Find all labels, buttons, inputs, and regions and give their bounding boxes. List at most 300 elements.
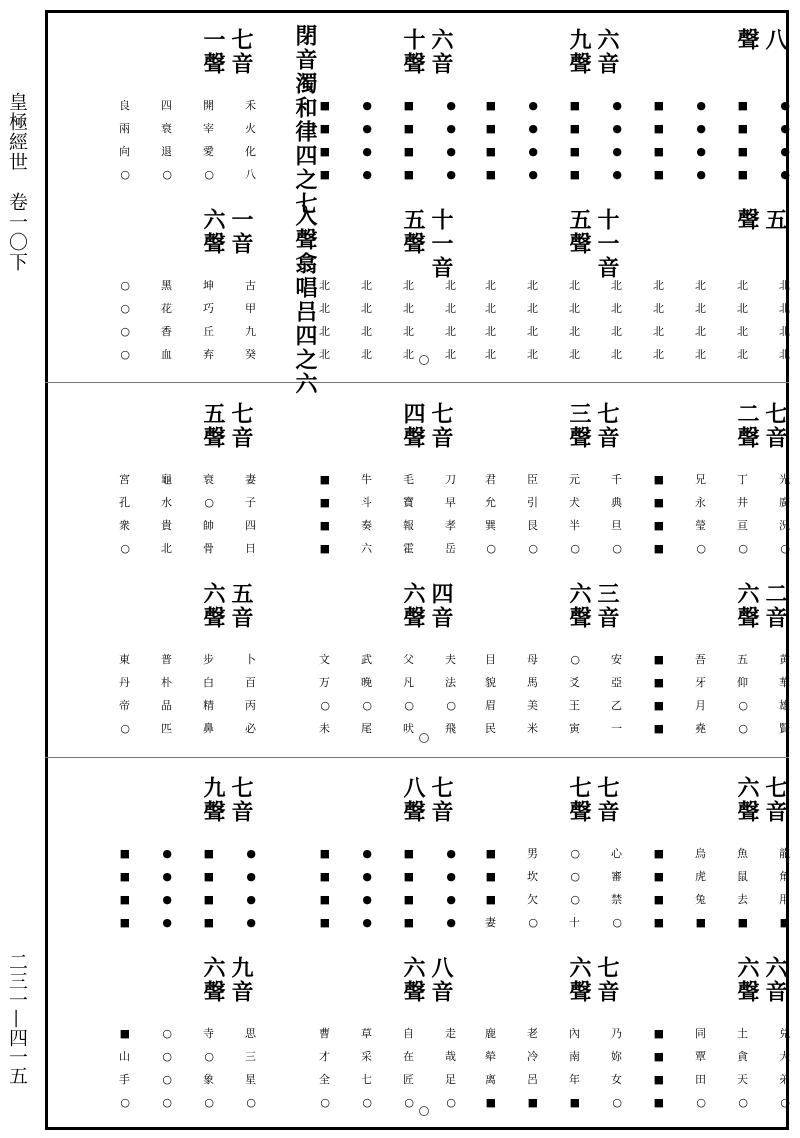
char-cell: ○: [738, 1096, 748, 1109]
char-cell: 良: [119, 99, 130, 112]
char-cell: 馬: [527, 676, 538, 689]
heading-column: 六聲: [734, 776, 760, 824]
char-cell: 井: [737, 496, 748, 509]
heading-column: 六音: [762, 956, 788, 1004]
char-cell: 牛: [361, 473, 372, 486]
char-column: [378, 472, 414, 557]
char-cell: ○: [780, 542, 790, 555]
char-cell: 古: [245, 279, 256, 292]
char-cell: 欠: [527, 893, 538, 906]
rhyme-panel: [292, 204, 460, 382]
char-cell: 未: [319, 722, 330, 735]
char-cell: 五: [737, 653, 748, 666]
char-cell: 骨: [203, 542, 214, 555]
char-column: [460, 472, 496, 557]
char-cell: ■: [485, 847, 496, 860]
panel-heading: [200, 208, 254, 256]
char-cell: 北: [319, 302, 330, 315]
char-cell: 父: [403, 653, 414, 666]
rhyme-panel: [292, 578, 460, 756]
char-grid: [94, 472, 256, 557]
heading-column: 六聲: [200, 582, 226, 630]
panel-heading: [400, 776, 454, 824]
char-grid: [628, 652, 790, 737]
char-cell: ■: [319, 870, 330, 883]
char-column: [378, 846, 414, 931]
panel-heading: [734, 776, 788, 824]
char-cell: ○: [696, 1096, 706, 1109]
char-column: [336, 1026, 372, 1111]
char-cell: ●: [780, 145, 790, 158]
char-cell: 報: [403, 519, 414, 532]
char-column: [294, 278, 330, 363]
heading-column: 八音: [428, 956, 454, 1004]
char-cell: 足: [445, 1073, 456, 1086]
char-grid: [460, 472, 622, 557]
heading-column: 六聲: [200, 208, 226, 256]
caption-line: 入聲翕唱吕四之六: [292, 204, 318, 396]
char-cell: ●: [246, 916, 256, 929]
char-cell: 牙: [695, 676, 706, 689]
char-cell: ●: [162, 870, 172, 883]
char-cell: 民: [485, 722, 496, 735]
heading-column: 六聲: [734, 582, 760, 630]
char-column: [220, 472, 256, 557]
char-cell: ■: [737, 99, 748, 112]
char-cell: ●: [612, 168, 622, 181]
char-grid: [294, 472, 456, 557]
char-cell: 香: [161, 325, 172, 338]
char-column: [136, 652, 172, 737]
char-cell: ●: [780, 99, 790, 112]
heading-column: 一聲: [200, 28, 226, 76]
char-cell: ■: [319, 847, 330, 860]
char-column: [670, 472, 706, 557]
char-cell: ■: [319, 916, 330, 929]
heading-column: 三音: [594, 582, 620, 630]
char-cell: 北: [611, 302, 622, 315]
char-cell: 禾: [245, 99, 256, 112]
char-column: [94, 846, 130, 931]
char-cell: ○: [612, 916, 622, 929]
char-cell: ■: [653, 496, 664, 509]
char-cell: 北: [319, 279, 330, 292]
char-cell: 賢: [779, 722, 790, 735]
char-cell: 黄: [779, 653, 790, 666]
char-cell: 水: [161, 496, 172, 509]
panel-heading: [734, 402, 788, 450]
char-cell: 万: [319, 676, 330, 689]
char-column: [420, 278, 456, 363]
char-grid: [628, 472, 790, 557]
panel-heading: [200, 776, 254, 824]
char-cell: ■: [403, 99, 414, 112]
char-cell: 普: [161, 653, 172, 666]
char-cell: 四: [161, 99, 172, 112]
char-column: [178, 846, 214, 931]
char-column: [420, 472, 456, 557]
char-column: [460, 278, 496, 363]
char-cell: 貴: [161, 519, 172, 532]
char-cell: 孝: [445, 519, 456, 532]
char-cell: 离: [485, 1073, 496, 1086]
char-grid: [628, 1026, 790, 1111]
char-cell: ■: [653, 1096, 664, 1109]
char-cell: ○: [162, 168, 172, 181]
char-cell: 北: [403, 302, 414, 315]
char-cell: 宮: [119, 473, 130, 486]
heading-column: 六聲: [734, 956, 760, 1004]
char-column: [136, 472, 172, 557]
char-column: [754, 472, 790, 557]
char-cell: ○: [120, 1096, 130, 1109]
char-column: [378, 98, 414, 183]
char-cell: 兔: [695, 893, 706, 906]
char-cell: 化: [245, 145, 256, 158]
heading-column: 聲: [734, 208, 760, 232]
char-cell: 典: [611, 496, 622, 509]
char-cell: ■: [569, 122, 580, 135]
char-cell: ●: [246, 847, 256, 860]
char-cell: ○: [738, 699, 748, 712]
char-cell: ●: [362, 145, 372, 158]
char-cell: 魚: [737, 847, 748, 860]
char-cell: ○: [120, 325, 130, 338]
char-cell: ■: [319, 122, 330, 135]
char-cell: 武: [361, 653, 372, 666]
char-column: [420, 652, 456, 737]
char-cell: 奏: [361, 519, 372, 532]
char-cell: 北: [737, 325, 748, 338]
char-cell: ■: [653, 916, 664, 929]
char-cell: ■: [485, 870, 496, 883]
char-cell: 衆: [119, 519, 130, 532]
char-cell: ■: [569, 168, 580, 181]
char-cell: 犬: [569, 496, 580, 509]
char-column: [502, 98, 538, 183]
heading-column: 八: [762, 28, 788, 52]
char-cell: 早: [445, 496, 456, 509]
char-cell: ○: [612, 542, 622, 555]
char-cell: 犖: [485, 1050, 496, 1063]
char-column: [586, 472, 622, 557]
char-cell: 血: [161, 348, 172, 361]
char-cell: ■: [653, 653, 664, 666]
char-column: [502, 846, 538, 931]
char-column: [178, 1026, 214, 1111]
heading-column: 八聲: [400, 776, 426, 824]
char-column: [420, 1026, 456, 1111]
char-grid: [94, 278, 256, 363]
char-column: [378, 278, 414, 363]
char-cell: 大: [779, 1050, 790, 1063]
char-column: [94, 472, 130, 557]
char-column: [294, 98, 330, 183]
char-cell: 北: [569, 279, 580, 292]
char-cell: 米: [527, 722, 538, 735]
panel-heading: [400, 28, 454, 76]
char-cell: ■: [403, 847, 414, 860]
char-cell: 龍: [779, 847, 790, 860]
heading-column: 五: [762, 208, 788, 232]
heading-column: 六聲: [566, 956, 592, 1004]
char-cell: 北: [319, 348, 330, 361]
char-cell: 丙: [245, 699, 256, 712]
char-cell: ■: [203, 893, 214, 906]
panel-heading: [566, 208, 620, 280]
char-cell: 冷: [527, 1050, 538, 1063]
char-cell: ■: [653, 847, 664, 860]
rhyme-panel: [92, 578, 260, 756]
char-grid: [628, 278, 790, 363]
char-grid: [460, 846, 622, 931]
char-cell: 走: [445, 1027, 456, 1040]
circle-mark: [419, 355, 429, 365]
char-cell: 衰: [203, 473, 214, 486]
char-cell: 虎: [695, 870, 706, 883]
char-column: [670, 98, 706, 183]
char-cell: ●: [612, 99, 622, 112]
char-cell: ■: [653, 122, 664, 135]
char-cell: 鹿: [485, 1027, 496, 1040]
char-column: [460, 98, 496, 183]
char-cell: ○: [612, 1096, 622, 1109]
char-cell: 孔: [119, 496, 130, 509]
rhyme-panel: [92, 952, 260, 1130]
char-cell: 十: [569, 916, 580, 929]
rhyme-panel: [292, 772, 460, 950]
char-cell: 亘: [737, 519, 748, 532]
char-cell: ○: [486, 542, 496, 555]
char-cell: 弃: [203, 348, 214, 361]
char-column: [670, 846, 706, 931]
char-cell: ●: [446, 145, 456, 158]
char-cell: 北: [695, 348, 706, 361]
char-cell: 帥: [203, 519, 214, 532]
char-cell: ■: [737, 916, 748, 929]
char-grid: [460, 1026, 622, 1111]
char-cell: 北: [779, 279, 790, 292]
heading-column: 七音: [228, 28, 254, 76]
char-column: [460, 1026, 496, 1111]
char-grid: [460, 278, 622, 363]
char-cell: 況: [779, 519, 790, 532]
char-cell: 北: [485, 302, 496, 315]
char-cell: 安: [611, 653, 622, 666]
char-cell: 刀: [445, 473, 456, 486]
char-cell: 三: [245, 1050, 256, 1063]
char-column: [336, 278, 372, 363]
panel-heading: [400, 582, 454, 630]
char-cell: ■: [485, 122, 496, 135]
char-cell: ■: [653, 893, 664, 906]
char-column: [670, 652, 706, 737]
char-cell: 匹: [161, 722, 172, 735]
char-cell: 采: [361, 1050, 372, 1063]
char-cell: ●: [446, 893, 456, 906]
char-cell: 北: [403, 348, 414, 361]
char-cell: ●: [362, 870, 372, 883]
char-cell: 弟: [779, 1073, 790, 1086]
char-cell: ○: [204, 496, 214, 509]
char-cell: ●: [362, 99, 372, 112]
char-cell: ■: [119, 893, 130, 906]
char-cell: 天: [737, 1073, 748, 1086]
rhyme-panel: [626, 398, 794, 576]
char-cell: 東: [119, 653, 130, 666]
panel-heading: [734, 956, 788, 1004]
char-cell: 癸: [245, 348, 256, 361]
char-cell: ■: [737, 168, 748, 181]
char-cell: ○: [162, 1050, 172, 1063]
char-cell: ■: [319, 99, 330, 112]
char-cell: 貌: [485, 676, 496, 689]
char-column: [336, 652, 372, 737]
char-grid: [294, 98, 456, 183]
char-column: [136, 846, 172, 931]
char-column: [136, 98, 172, 183]
char-cell: ■: [569, 145, 580, 158]
char-cell: 內: [569, 1027, 580, 1040]
char-cell: 雄: [779, 699, 790, 712]
rhyme-panel: [292, 952, 460, 1130]
char-cell: 妻: [245, 473, 256, 486]
heading-column: 四聲: [400, 402, 426, 450]
char-cell: 引: [527, 496, 538, 509]
char-cell: 六: [361, 542, 372, 555]
char-cell: 北: [319, 325, 330, 338]
char-grid: [460, 652, 622, 737]
char-grid: [628, 98, 790, 183]
char-column: [544, 652, 580, 737]
heading-column: 七音: [228, 402, 254, 450]
rhyme-panel: [458, 578, 626, 756]
char-cell: ●: [246, 870, 256, 883]
char-column: [336, 98, 372, 183]
char-cell: ■: [403, 122, 414, 135]
char-cell: ●: [696, 145, 706, 158]
char-cell: 北: [445, 325, 456, 338]
char-cell: ●: [446, 847, 456, 860]
char-cell: ○: [570, 653, 580, 666]
char-cell: 田: [695, 1073, 706, 1086]
char-cell: 北: [695, 279, 706, 292]
char-cell: 坤: [203, 279, 214, 292]
char-cell: ○: [320, 1096, 330, 1109]
char-cell: 元: [569, 473, 580, 486]
char-column: [712, 652, 748, 737]
char-cell: ■: [319, 168, 330, 181]
char-grid: [94, 846, 256, 931]
char-cell: 巧: [203, 302, 214, 315]
char-cell: 兄: [695, 473, 706, 486]
char-cell: ●: [528, 122, 538, 135]
char-cell: 開: [203, 99, 214, 112]
heading-column: 七音: [428, 776, 454, 824]
char-cell: 龜: [161, 473, 172, 486]
char-cell: ○: [162, 1073, 172, 1086]
char-cell: 北: [737, 348, 748, 361]
rhyme-panel: [626, 204, 794, 382]
char-cell: 北: [361, 279, 372, 292]
char-column: [460, 846, 496, 931]
char-cell: 北: [779, 325, 790, 338]
char-column: [544, 278, 580, 363]
char-cell: 千: [611, 473, 622, 486]
char-column: [544, 846, 580, 931]
char-cell: 坎: [527, 870, 538, 883]
char-cell: ■: [485, 1096, 496, 1109]
char-cell: ●: [780, 168, 790, 181]
char-cell: ■: [569, 99, 580, 112]
char-cell: 旦: [611, 519, 622, 532]
rhyme-panel: [292, 24, 460, 202]
char-column: [460, 652, 496, 737]
char-cell: 土: [737, 1027, 748, 1040]
char-cell: ■: [485, 893, 496, 906]
char-cell: ■: [653, 722, 664, 735]
rhyme-panel: [92, 772, 260, 950]
char-cell: ●: [446, 870, 456, 883]
margin-book-title: 皇極經世 卷一〇下: [6, 92, 28, 272]
char-cell: 九: [245, 325, 256, 338]
char-column: [670, 1026, 706, 1111]
char-cell: 北: [361, 302, 372, 315]
char-cell: 老: [527, 1027, 538, 1040]
char-cell: 仰: [737, 676, 748, 689]
char-cell: 哉: [445, 1050, 456, 1063]
char-cell: 吾: [695, 653, 706, 666]
heading-column: 六聲: [200, 956, 226, 1004]
char-cell: ■: [653, 1050, 664, 1063]
heading-column: 十聲: [400, 28, 426, 76]
char-cell: 烏: [695, 847, 706, 860]
char-column: [94, 1026, 130, 1111]
char-cell: 草: [361, 1027, 372, 1040]
panel-heading: [734, 208, 788, 232]
heading-column: 十一音: [594, 208, 620, 280]
char-cell: 鼠: [737, 870, 748, 883]
panel-heading: [734, 582, 788, 630]
char-cell: 用: [779, 893, 790, 906]
char-cell: ○: [570, 847, 580, 860]
char-column: [754, 652, 790, 737]
heading-column: 五聲: [566, 208, 592, 256]
char-cell: ●: [446, 122, 456, 135]
char-column: [628, 846, 664, 931]
char-cell: ●: [162, 893, 172, 906]
char-cell: ○: [446, 1096, 456, 1109]
char-cell: 北: [527, 325, 538, 338]
char-cell: 自: [403, 1027, 414, 1040]
char-cell: 寅: [569, 722, 580, 735]
char-cell: ■: [119, 847, 130, 860]
char-cell: 母: [527, 653, 538, 666]
char-grid: [94, 98, 256, 183]
char-cell: ■: [403, 893, 414, 906]
char-cell: ○: [204, 168, 214, 181]
char-cell: 精: [203, 699, 214, 712]
char-cell: 北: [695, 325, 706, 338]
char-column: [378, 1026, 414, 1111]
char-cell: ■: [403, 916, 414, 929]
char-cell: ■: [737, 122, 748, 135]
char-cell: 角: [779, 870, 790, 883]
heading-column: 六聲: [400, 956, 426, 1004]
char-cell: 凡: [403, 676, 414, 689]
section-divider: [45, 757, 789, 758]
char-cell: ○: [204, 1096, 214, 1109]
